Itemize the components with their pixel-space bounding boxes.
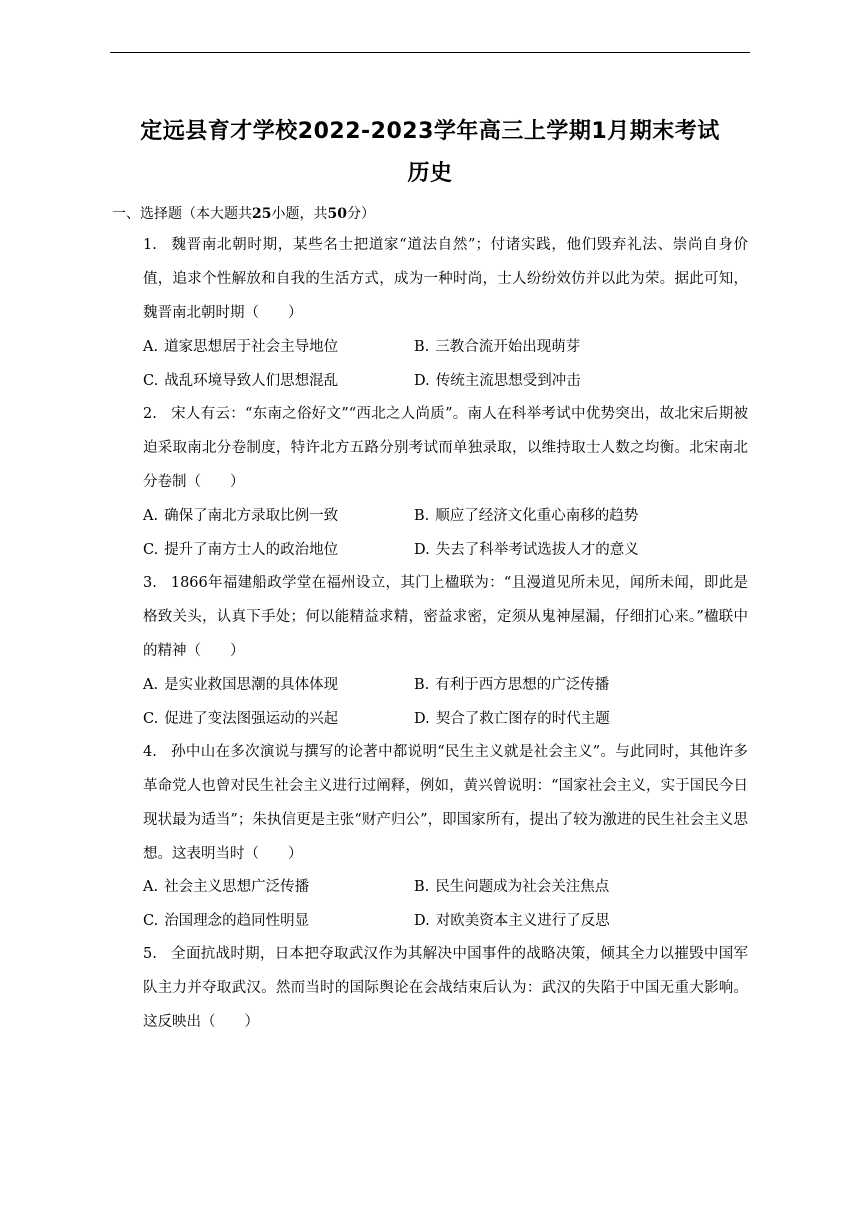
- section-heading: 一、选择题（本大题共25小题，共50分）: [112, 206, 375, 222]
- question-5: 5. 全面抗战时期，日本把夺取武汉作为其解决中国事件的战略决策，倾其全力以摧毁中国军队主力并夺取武汉。然而当时的国际舆论在会战结束后认为：武汉的失陷于中国无重大影响。这反映出（ ）: [143, 946, 748, 1030]
- question-stem: 孙中山在多次演说与撰写的论著中都说明“民生主义就是社会主义”。与此同时，其他许多革命党人也曾对民生社会主义进行过阐释，例如，黄兴曾说明：“国家社会主义，实于国民今日现状最为适当”；朱执信更是主张“财产归公”，即国家所有，提出了较为激进的民生社会主义思想。这表明当时（ ）: [143, 744, 748, 862]
- question-4-option-d[interactable]: D. 对欧美资本主义进行了反思: [414, 913, 610, 929]
- question-3-option-a[interactable]: A. 是实业救国思潮的具体体现: [143, 677, 339, 693]
- question-1: 1. 魏晋南北朝时期，某些名士把道家“道法自然”；付诸实践，他们毁弃礼法、崇尚自身价值，追求个性解放和自我的生活方式，成为一种时尚，士人纷纷效仿并以此为荣。据此可知，魏晋南北朝时期（ ）: [143, 237, 748, 321]
- question-stem: 全面抗战时期，日本把夺取武汉作为其解决中国事件的战略决策，倾其全力以摧毁中国军队主力并夺取武汉。然而当时的国际舆论在会战结束后认为：武汉的失陷于中国无重大影响。这反映出（ ）: [143, 946, 748, 1030]
- question-3-option-d[interactable]: D. 契合了救亡图存的时代主题: [414, 711, 610, 727]
- question-2-option-a[interactable]: A. 确保了南北方录取比例一致: [143, 508, 339, 524]
- question-1-option-b[interactable]: B. 三教合流开始出现萌芽: [414, 339, 581, 355]
- question-stem: 宋人有云：“东南之俗好文”“西北之人尚质”。南人在科举考试中优势突出，故北宋后期被迫采取南北分卷制度，特许北方五路分别考试而单独录取，以维持取士人数之均衡。北宋南北分卷制（ ）: [143, 406, 748, 490]
- question-stem: 1866年福建船政学堂在福州设立，其门上楹联为：“且漫道见所未见，闻所未闻，即此是格致关头，认真下手处；何以能精益求精，密益求密，定须从鬼神屋漏，仔细扪心来。”楹联中的精神（ ）: [143, 575, 748, 659]
- question-1-option-a[interactable]: A. 道家思想居于社会主导地位: [143, 339, 339, 355]
- exam-subject: 历史: [407, 161, 453, 186]
- question-2: 2. 宋人有云：“东南之俗好文”“西北之人尚质”。南人在科举考试中优势突出，故北宋后期被迫采取南北分卷制度，特许北方五路分别考试而单独录取，以维持取士人数之均衡。北宋南北分卷制（ ）: [143, 406, 748, 490]
- question-4-option-c[interactable]: C. 治国理念的趋同性明显: [143, 913, 310, 929]
- question-4: 4. 孙中山在多次演说与撰写的论著中都说明“民生主义就是社会主义”。与此同时，其他许多革命党人也曾对民生社会主义进行过阐释，例如，黄兴曾说明：“国家社会主义，实于国民今日现状最为适当”；朱执信更是主张“财产归公”，即国家所有，提出了较为激进的民生社会主义思想。这表明当时（ ）: [143, 744, 748, 862]
- question-1-option-d[interactable]: D. 传统主流思想受到冲击: [414, 373, 581, 389]
- question-2-option-b[interactable]: B. 顺应了经济文化重心南移的趋势: [414, 508, 639, 524]
- question-2-option-c[interactable]: C. 提升了南方士人的政治地位: [143, 542, 339, 558]
- question-4-option-a[interactable]: A. 社会主义思想广泛传播: [143, 879, 310, 895]
- question-3-option-c[interactable]: C. 促进了变法图强运动的兴起: [143, 711, 339, 727]
- question-1-option-c[interactable]: C. 战乱环境导致人们思想混乱: [143, 373, 339, 389]
- question-3: 3. 1866年福建船政学堂在福州设立，其门上楹联为：“且漫道见所未见，闻所未闻，即此是格致关头，认真下手处；何以能精益求精，密益求密，定须从鬼神屋漏，仔细扪心来。”楹联中的精神（ ）: [143, 575, 748, 659]
- header-rule: [110, 52, 750, 53]
- question-3-option-b[interactable]: B. 有利于西方思想的广泛传播: [414, 677, 610, 693]
- question-stem: 魏晋南北朝时期，某些名士把道家“道法自然”；付诸实践，他们毁弃礼法、崇尚自身价值，追求个性解放和自我的生活方式，成为一种时尚，士人纷纷效仿并以此为荣。据此可知，魏晋南北朝时期（ ）: [143, 237, 748, 321]
- question-2-option-d[interactable]: D. 失去了科举考试选拔人才的意义: [414, 542, 639, 558]
- exam-title: 定远县育才学校2022-2023学年高三上学期1月期末考试: [140, 119, 720, 144]
- question-4-option-b[interactable]: B. 民生问题成为社会关注焦点: [414, 879, 610, 895]
